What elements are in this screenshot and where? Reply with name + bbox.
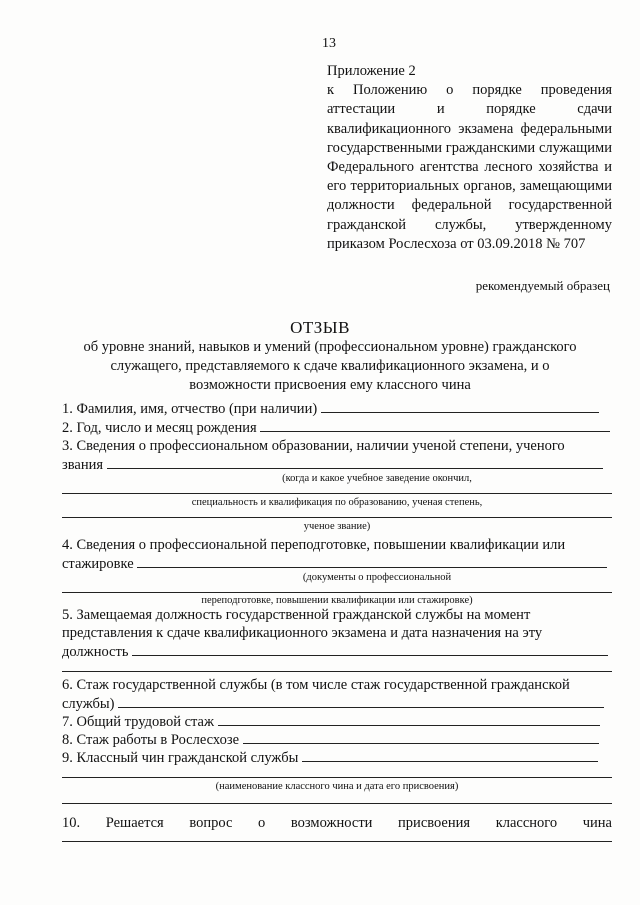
caption-education-2: специальность и квалификация по образованию, ученая степень, bbox=[191, 497, 483, 508]
field-birth-date-blank[interactable] bbox=[260, 419, 610, 432]
caption-class-rank: (наименование классного чина и дата его присвоения) bbox=[215, 781, 459, 792]
field-education-line1: 3. Сведения о профессиональном образовании, наличии ученой степени, ученого bbox=[62, 438, 565, 454]
field-10-word: классного bbox=[495, 815, 558, 831]
field-full-name-blank[interactable] bbox=[321, 400, 599, 413]
field-class-rank-question bbox=[62, 814, 612, 832]
field-class-rank-line3[interactable] bbox=[62, 803, 612, 804]
caption-training-1: (документы о профессиональной bbox=[302, 572, 452, 583]
field-total-experience bbox=[62, 713, 612, 731]
sample-label: рекомендуемый образец bbox=[475, 278, 610, 293]
field-class-rank-label: 9. Классный чин гражданской службы bbox=[62, 750, 299, 766]
field-full-name-label: 1. Фамилия, имя, отчество (при наличии) bbox=[62, 401, 318, 417]
field-civil-service-label: службы) bbox=[62, 696, 115, 712]
field-civil-service bbox=[62, 695, 612, 713]
field-10-word: 10. bbox=[62, 815, 81, 831]
field-total-experience-blank[interactable] bbox=[218, 713, 600, 726]
appendix-block bbox=[327, 62, 612, 254]
field-education-blank[interactable] bbox=[107, 456, 603, 469]
field-10-word: о bbox=[258, 815, 266, 831]
field-training-label: стажировке bbox=[62, 556, 134, 572]
field-total-experience-label: 7. Общий трудовой стаж bbox=[62, 714, 214, 730]
field-education-label: звания bbox=[62, 457, 104, 473]
field-birth-date bbox=[62, 419, 612, 437]
field-rosleskhoz-experience bbox=[62, 731, 612, 749]
document-heading: ОТЗЫВ bbox=[290, 318, 350, 337]
field-training-line1: 4. Сведения о профессиональной переподготовке, повышении квалификации или bbox=[62, 537, 566, 553]
field-10-word: Решается bbox=[105, 815, 164, 831]
field-10-word: вопрос bbox=[189, 815, 233, 831]
field-birth-date-label: 2. Год, число и месяц рождения bbox=[62, 420, 257, 436]
field-position-blank[interactable] bbox=[132, 643, 608, 656]
field-class-rank-line2[interactable] bbox=[62, 777, 612, 778]
field-class-rank-question-line[interactable] bbox=[62, 841, 612, 842]
field-training bbox=[62, 555, 612, 573]
field-class-rank-blank[interactable] bbox=[302, 749, 598, 762]
page-number: 13 bbox=[322, 36, 336, 51]
caption-training-2: переподготовке, повышении квалификации или стажировке) bbox=[201, 595, 473, 606]
field-10-word: присвоения bbox=[398, 815, 471, 831]
field-position-line3[interactable] bbox=[62, 671, 612, 672]
field-position bbox=[62, 643, 612, 661]
field-rosleskhoz-experience-label: 8. Стаж работы в Рослесхозе bbox=[62, 732, 240, 748]
field-training-blank[interactable] bbox=[137, 555, 607, 568]
field-position-line1: 5. Замещаемая должность государственной гражданской службы на момент bbox=[62, 607, 531, 623]
field-rosleskhoz-experience-blank[interactable] bbox=[243, 731, 599, 744]
appendix-title: Приложение 2 bbox=[327, 63, 416, 79]
field-10-word: чина bbox=[582, 815, 612, 831]
field-position-label: должность bbox=[62, 644, 129, 660]
field-training-line2[interactable] bbox=[62, 592, 612, 593]
appendix-text: к Положению о порядке проведения аттестации и порядке сдачи квалификационного экзамена федеральными государственными гражданскими служащими Федерального агентства лесного хозяйства и его территориальных органов, замещающими должности федеральной государственной гражданской службы, утвержденному приказом Рослесхоза от 03.09.2018 № 707 bbox=[327, 82, 612, 252]
field-civil-service-line1: 6. Стаж государственной службы (в том числе стаж государственной гражданской bbox=[62, 677, 570, 693]
caption-education-1: (когда и какое учебное заведение окончил, bbox=[282, 473, 472, 484]
field-education bbox=[62, 456, 612, 474]
caption-education-3: ученое звание) bbox=[303, 521, 371, 532]
field-10-word: возможности bbox=[290, 815, 373, 831]
field-full-name bbox=[62, 400, 612, 418]
field-civil-service-blank[interactable] bbox=[118, 695, 604, 708]
document-subheading: об уровне знаний, навыков и умений (профессиональном уровне) гражданского служащего, представляемого к сдаче квалификационного экзамена, и о возможности присвоения ему классного чина bbox=[83, 339, 577, 393]
field-position-line2: представления к сдаче квалификационного экзамена и дата назначения на эту bbox=[62, 625, 543, 641]
field-education-line3[interactable] bbox=[62, 517, 612, 518]
field-class-rank bbox=[62, 749, 612, 767]
field-education-line2[interactable] bbox=[62, 493, 612, 494]
